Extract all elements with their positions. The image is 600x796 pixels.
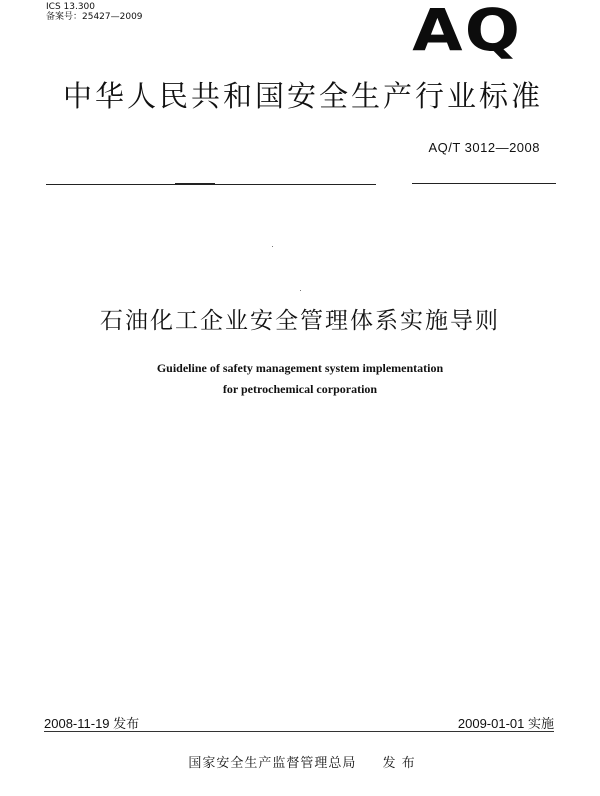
ics-code: ICS 13.300: [46, 2, 96, 12]
scan-speck: [300, 290, 301, 291]
document-title-english-line1: Guideline of safety management system implementation: [156, 361, 444, 375]
standard-number: AQ/T 3012—2008: [428, 140, 540, 155]
implementation-date: 2009-01-01 实施: [457, 716, 554, 731]
footer-rule: [44, 731, 554, 732]
document-title-english-line2: for petrochemical corporation: [222, 382, 378, 396]
aq-logo: AQ: [412, 0, 522, 64]
header-rule-right: [412, 183, 556, 184]
national-standard-title: 中华人民共和国安全生产行业标准: [62, 79, 543, 113]
document-title-chinese: 石油化工企业安全管理体系实施导则: [100, 308, 500, 334]
issue-date: 2008-11-19 发布: [44, 716, 140, 731]
issuer-organization: 国家安全生产监督管理总局: [188, 756, 357, 771]
scan-speck: [272, 246, 273, 247]
record-number: 备案号：25427—2009: [46, 12, 143, 22]
issuer-action: 发 布: [382, 756, 416, 771]
issuing-authority: [0, 752, 600, 771]
header-rule-accent: [175, 183, 215, 185]
